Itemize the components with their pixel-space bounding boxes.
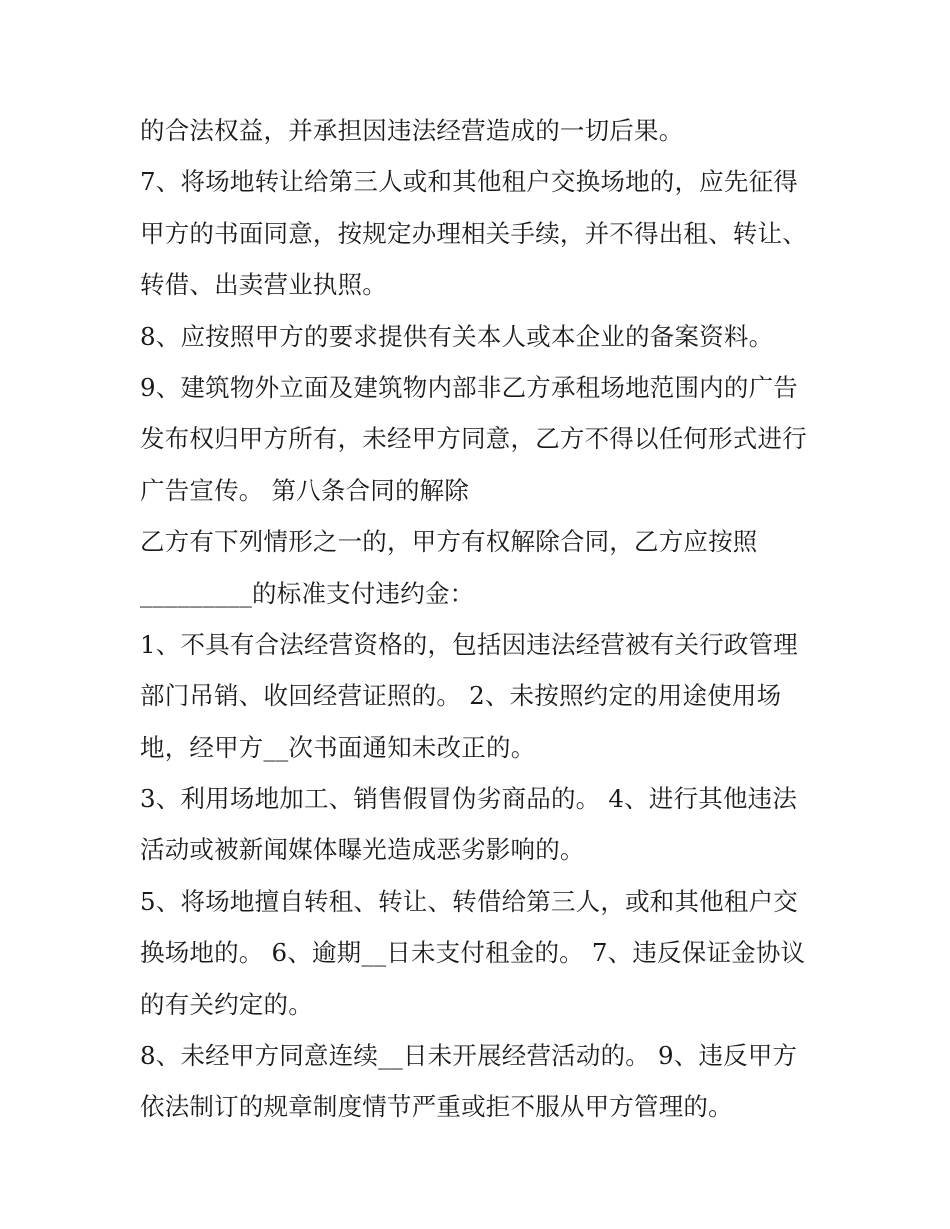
text-line: 9、建筑物外立面及建筑物内部非乙方承租场地范围内的广告 bbox=[140, 372, 798, 402]
text-line: 地，经甲方__次书面通知未改正的。 bbox=[140, 732, 536, 762]
text-line: 的有关约定的。 bbox=[140, 989, 313, 1019]
text-line: 3、利用场地加工、销售假冒伪劣商品的。 4、进行其他违法 bbox=[140, 784, 798, 814]
text-line: 发布权归甲方所有，未经甲方同意，乙方不得以任何形式进行 bbox=[140, 424, 807, 454]
text-line: 1、不具有合法经营资格的，包括因违法经营被有关行政管理 bbox=[140, 629, 798, 659]
text-line: 部门吊销、收回经营证照的。 2、未按照约定的用途使用场 bbox=[140, 681, 782, 711]
text-line: 8、应按照甲方的要求提供有关本人或本企业的备案资料。 bbox=[140, 321, 774, 351]
text-line: _________的标准支付违约金： bbox=[140, 578, 475, 608]
text-line: 换场地的。 6、逾期__日未支付租金的。 7、违反保证金协议 bbox=[140, 938, 806, 968]
text-line: 8、未经甲方同意连续__日未开展经营活动的。 9、违反甲方 bbox=[140, 1041, 798, 1071]
text-line: 甲方的书面同意，按规定办理相关手续，并不得出租、转让、 bbox=[140, 218, 807, 248]
text-line: 乙方有下列情形之一的，甲方有权解除合同，乙方应按照 bbox=[140, 527, 758, 557]
document-body bbox=[140, 105, 830, 1133]
text-line: 依法制订的规章制度情节严重或拒不服从甲方管理的。 bbox=[140, 1092, 733, 1122]
text-line: 广告宣传。 第八条合同的解除 bbox=[140, 475, 470, 505]
text-line: 的合法权益，并承担因违法经营造成的一切后果。 bbox=[140, 116, 684, 145]
text-line: 活动或被新闻媒体曝光造成恶劣影响的。 bbox=[140, 835, 585, 865]
text-line: 转借、出卖营业执照。 bbox=[140, 270, 387, 300]
text-line: 7、将场地转让给第三人或和其他租户交换场地的，应先征得 bbox=[140, 167, 798, 197]
text-line: 5、将场地擅自转租、转让、转借给第三人，或和其他租户交 bbox=[140, 886, 798, 916]
